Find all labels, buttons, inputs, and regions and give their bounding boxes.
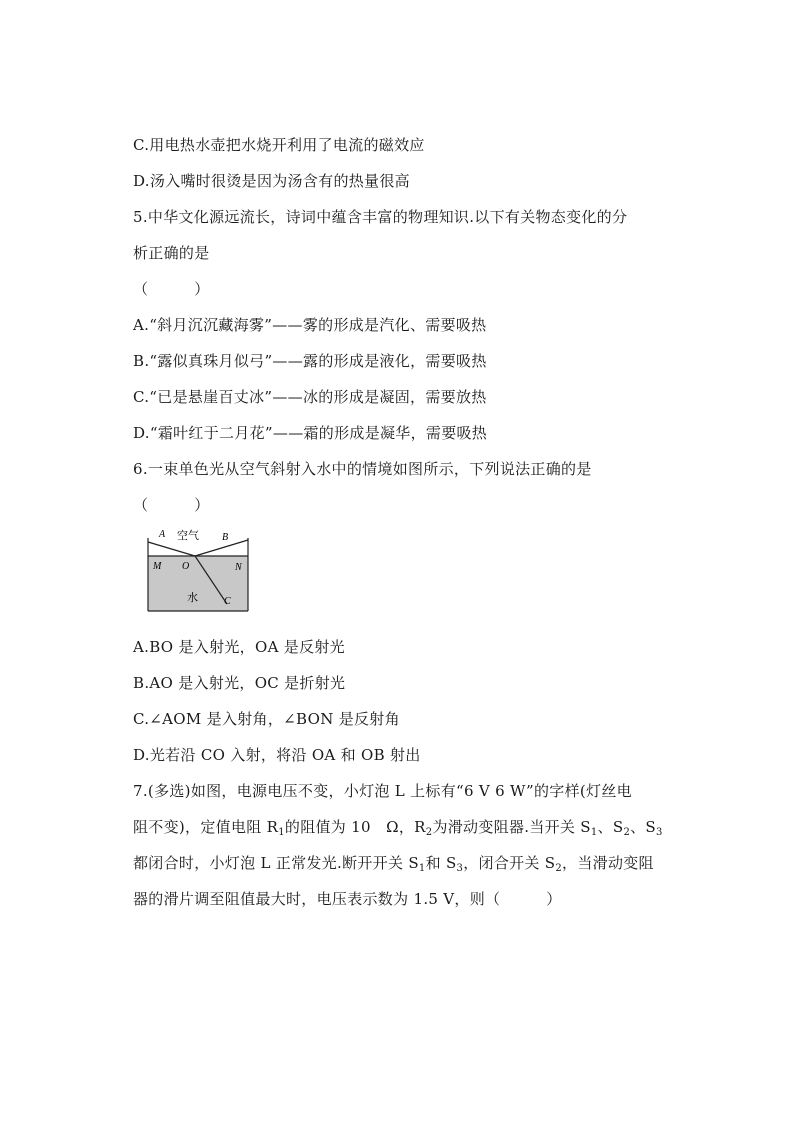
- label-air: 空气: [177, 529, 199, 542]
- subscript-r1: 1: [278, 827, 285, 838]
- option-b-q5: B.“露似真珠月似弓”——露的形成是液化，需要吸热: [133, 352, 487, 370]
- refraction-diagram: [147, 528, 249, 612]
- subscript-s1: 1: [590, 827, 598, 838]
- label-o: O: [182, 561, 190, 572]
- label-b: B: [222, 532, 229, 543]
- option-c-q4: C.用电热水壶把水烧开利用了电流的磁效应: [133, 136, 425, 154]
- q7-text-part: 、S: [597, 818, 624, 836]
- option-d-q4: D.汤入嘴时很烫是因为汤含有的热量很高: [133, 172, 410, 190]
- subscript-s2: 2: [555, 863, 563, 874]
- q7-text-part: 、S: [630, 818, 656, 836]
- q7-text-part: 为滑动变阻器.当开关 S: [432, 818, 591, 836]
- option-b-q6: B.AO 是入射光，OC 是折射光: [133, 674, 346, 692]
- label-n: N: [235, 562, 242, 573]
- q7-text-part: ，闭合开关 S: [463, 854, 556, 872]
- q7-text-part: ，当滑动变阻: [562, 854, 654, 872]
- option-c-q6: C.∠AOM 是入射角，∠BON 是反射角: [133, 710, 400, 728]
- label-a: A: [159, 529, 166, 540]
- label-water: 水: [187, 591, 198, 604]
- subscript-s3: 3: [456, 863, 464, 874]
- question-7-line3: [133, 853, 654, 879]
- label-c: C: [224, 596, 231, 607]
- question-6-line1: 6.一束单色光从空气斜射入水中的情境如图所示，下列说法正确的是: [133, 460, 592, 478]
- option-d-q6: D.光若沿 CO 入射，将沿 OA 和 OB 射出: [133, 746, 421, 764]
- question-7-line1: 7.(多选)如图，电源电压不变，小灯泡 L 上标有“6 V 6 W”的字样(灯丝电: [133, 782, 632, 800]
- subscript-r2: 2: [425, 827, 433, 838]
- question-5-line2: 析正确的是: [133, 244, 210, 262]
- label-m: M: [153, 561, 162, 572]
- question-7-line4: 器的滑片调至阻值最大时，电压表示数为 1.5 V，则（ ）: [133, 890, 562, 908]
- option-c-q5: C.“已是悬崖百丈冰”——冰的形成是凝固，需要放热: [133, 388, 487, 406]
- subscript-s3: 3: [656, 827, 663, 838]
- subscript-s1: 1: [418, 863, 426, 874]
- q7-text-part: 阻不变)，定值电阻 R: [133, 818, 279, 836]
- question-5-line1: 5.中华文化源远流长，诗词中蕴含丰富的物理知识.以下有关物态变化的分: [133, 208, 628, 226]
- q7-text-part: 和 S: [425, 854, 457, 872]
- answer-bracket-q6: （ ）: [133, 496, 210, 514]
- ray-ao: [148, 542, 195, 556]
- option-a-q6: A.BO 是入射光，OA 是反射光: [133, 638, 345, 656]
- water-region: [148, 556, 248, 611]
- question-7-line2: [133, 817, 663, 843]
- option-d-q5: D.“霜叶红于二月花”——霜的形成是凝华，需要吸热: [133, 424, 488, 442]
- option-a-q5: A.“斜月沉沉藏海雾”——雾的形成是汽化、需要吸热: [133, 316, 487, 334]
- q7-text-part: 的阻值为 10 Ω，R: [284, 818, 426, 836]
- subscript-s2: 2: [623, 827, 631, 838]
- answer-bracket-q5: （ ）: [133, 280, 210, 298]
- q7-text-part: 都闭合时，小灯泡 L 正常发光.断开开关 S: [133, 854, 419, 872]
